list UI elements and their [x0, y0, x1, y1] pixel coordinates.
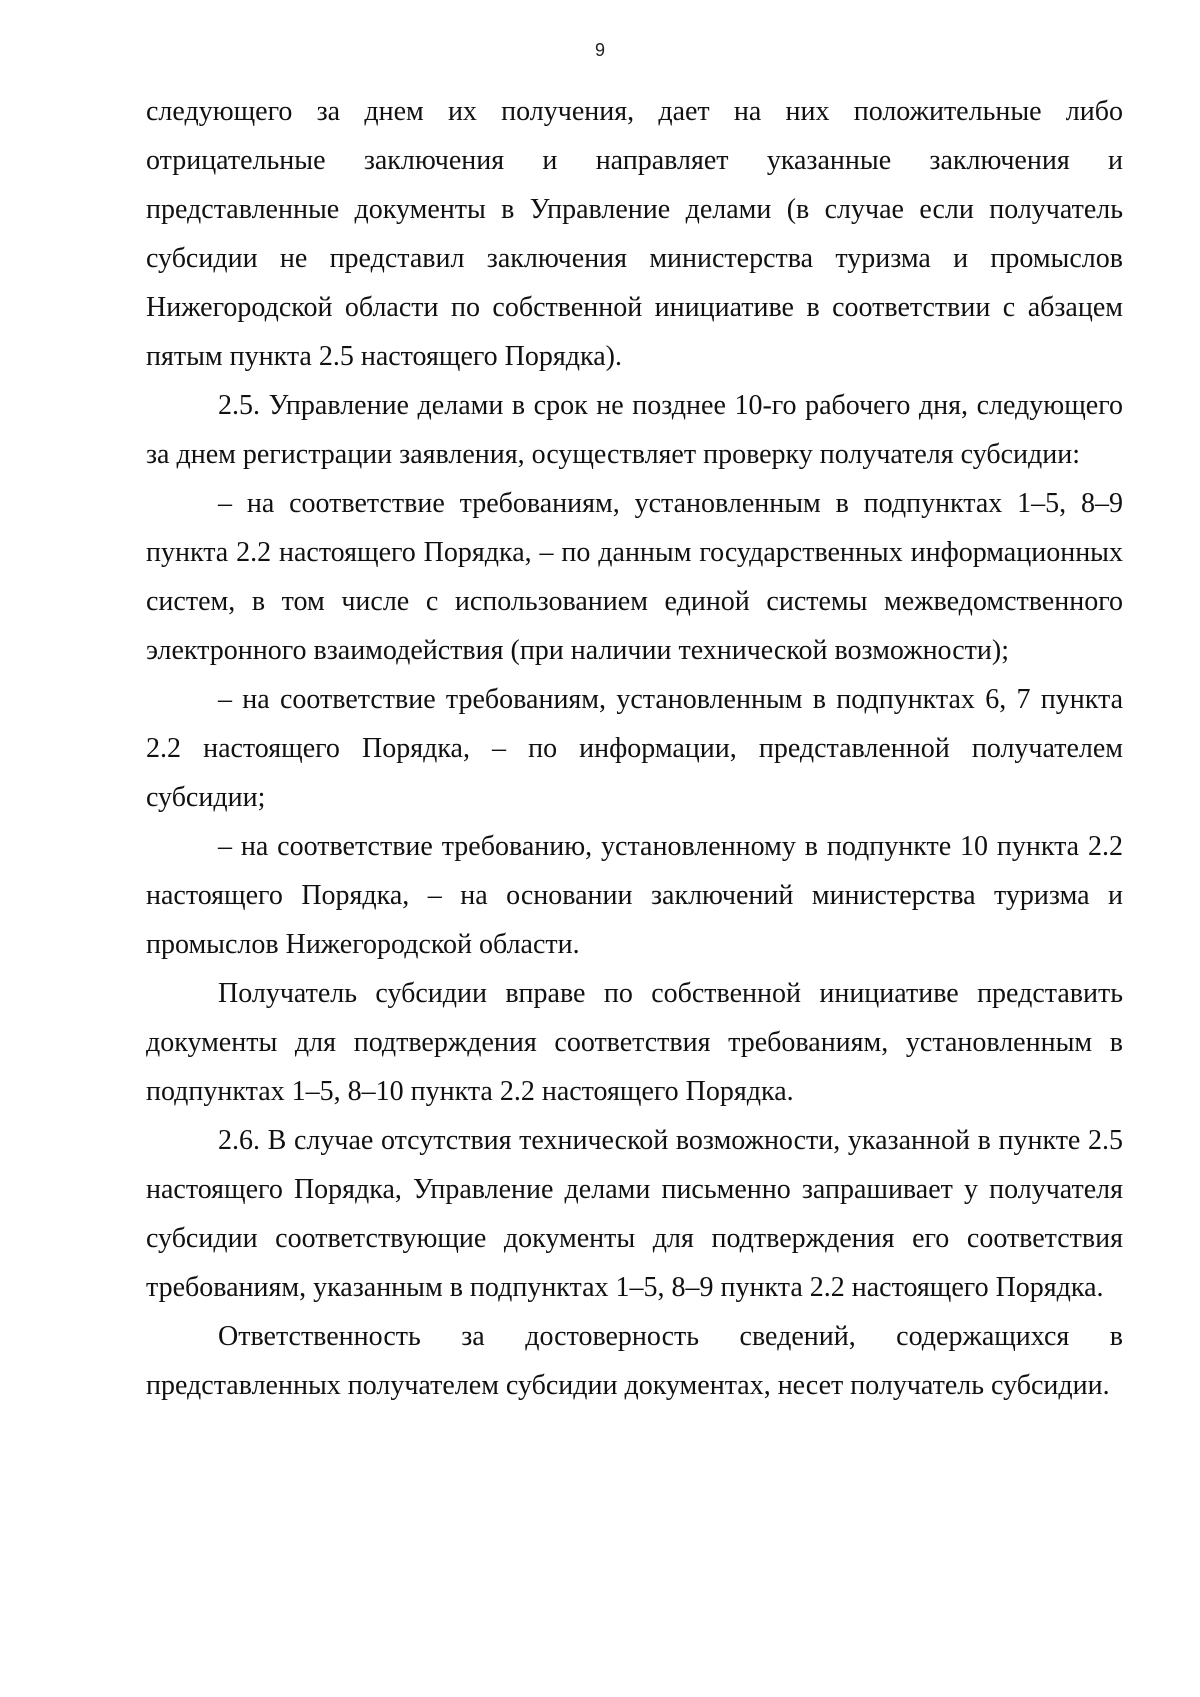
list-item-requirements-6-7: – на соответствие требованиям, установленным в подпунктах 6, 7 пункта 2.2 настоящего Порядка, – по информации, представленной получателем субсидии;	[146, 684, 1123, 813]
page-number: 9	[594, 40, 605, 60]
paragraph-2-6: 2.6. В случае отсутствия технической возможности, указанной в пункте 2.5 настоящего Порядка, Управление делами письменно запрашивает у получателя субсидии соответствующие документы для подтверждения его соответствия требованиям, указанным в подпунктах 1–5, 8–9 пункта 2.2 настоящего Порядка.	[146, 1125, 1123, 1303]
paragraph-responsibility: Ответственность за достоверность сведений, содержащихся в представленных получателем субсидии документах, несет получатель субсидии.	[146, 1321, 1123, 1401]
paragraph-2-5: 2.5. Управление делами в срок не позднее 10-го рабочего дня, следующего за днем регистрации заявления, осуществляет проверку получателя субсидии:	[146, 390, 1123, 470]
list-item-requirement-10: – на соответствие требованию, установленному в подпункте 10 пункта 2.2 настоящего Порядка, – на основании заключений министерства туризма и промыслов Нижегородской области.	[146, 831, 1123, 960]
document-body	[146, 87, 1123, 1410]
paragraph-own-initiative: Получатель субсидии вправе по собственной инициативе представить документы для подтверждения соответствия требованиям, установленным в подпунктах 1–5, 8–10 пункта 2.2 настоящего Порядка.	[146, 978, 1123, 1107]
paragraph-continuation: следующего за днем их получения, дает на них положительные либо отрицательные заключения и направляет указанные заключения и представленные документы в Управление делами (в случае если получатель субсидии не представил заключения министерства туризма и промыслов Нижегородской области по собственной инициативе в соответствии с абзацем пятым пункта 2.5 настоящего Порядка).	[146, 96, 1123, 372]
list-item-requirements-1-5-8-9: – на соответствие требованиям, установленным в подпунктах 1–5, 8–9 пункта 2.2 настоящего Порядка, – по данным государственных информационных систем, в том числе с использованием единой системы межведомственного электронного взаимодействия (при наличии технической возможности);	[146, 488, 1123, 666]
